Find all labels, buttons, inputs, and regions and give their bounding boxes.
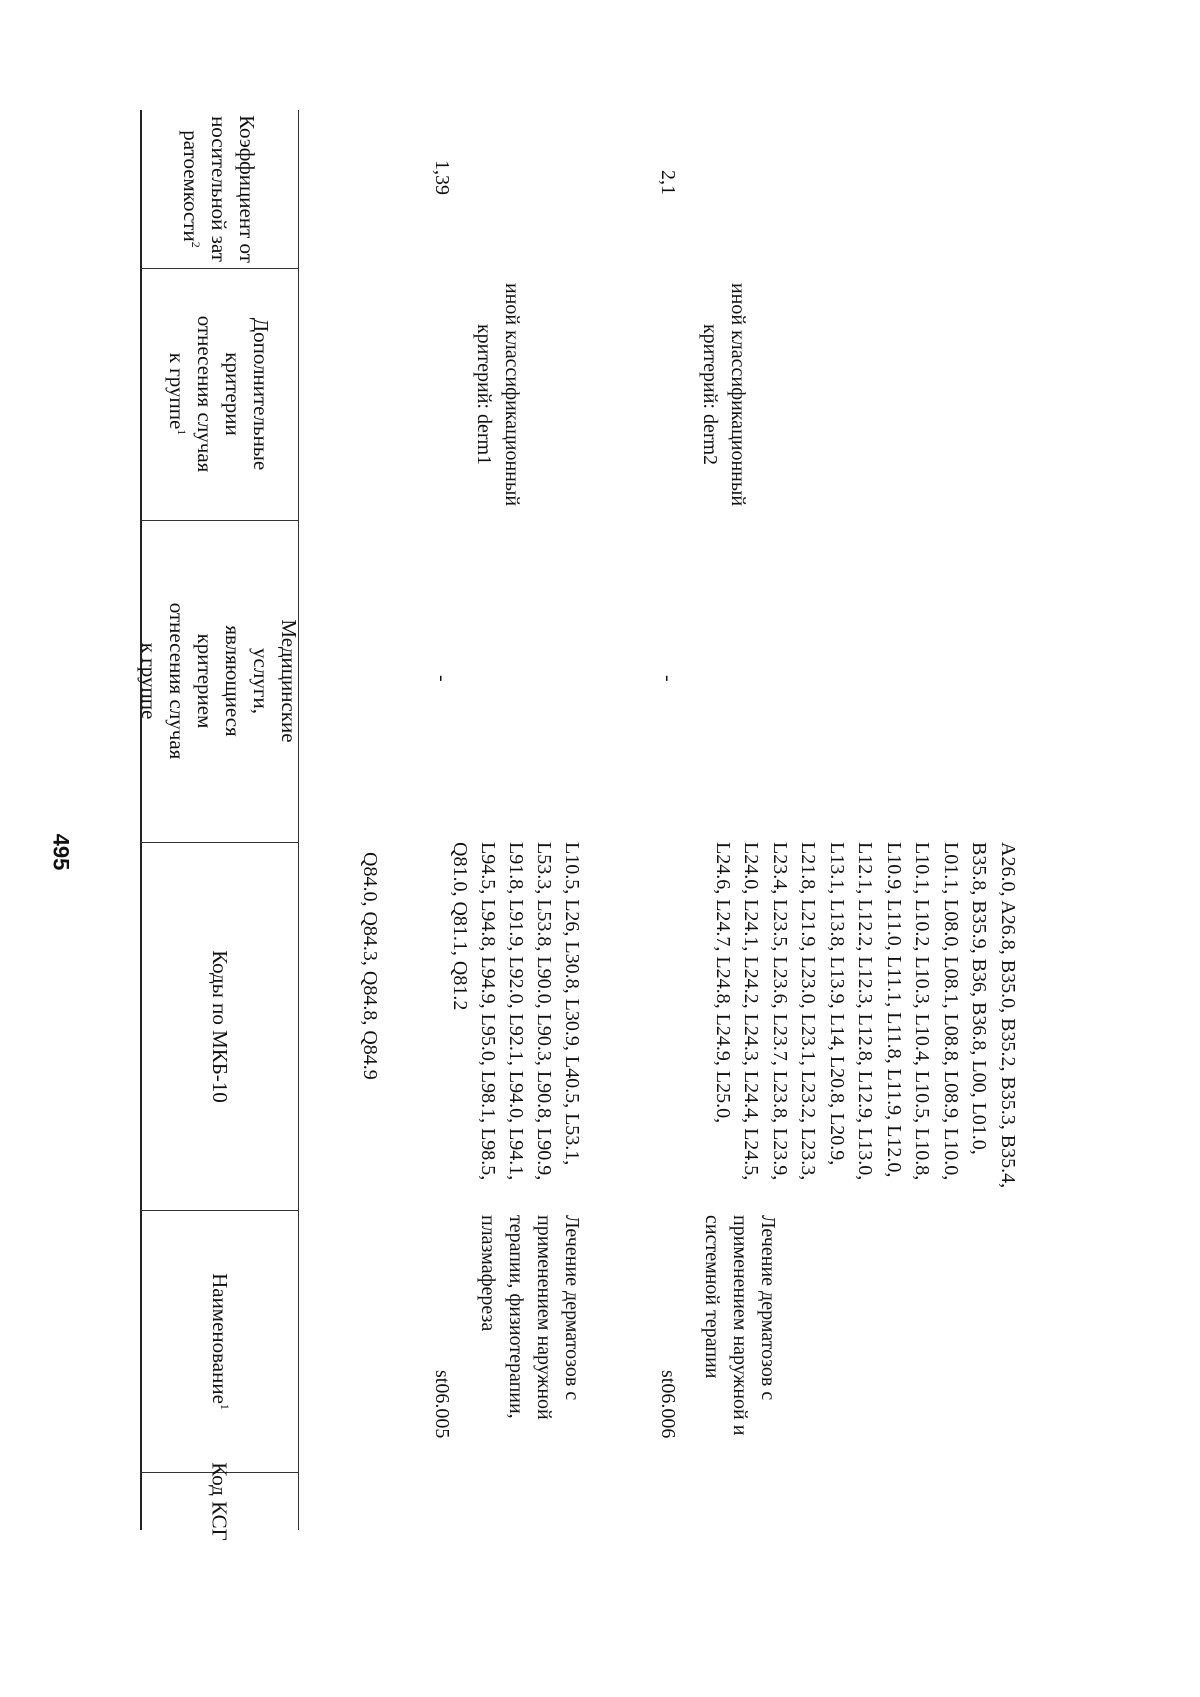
row1-criteria: иной классификационный критерий: derm1 <box>473 282 523 507</box>
table-header-rule-visible <box>298 110 299 1530</box>
row1-code: st06.005 <box>431 1370 453 1439</box>
header-name-text: Наименование <box>207 1272 232 1404</box>
page-number-visible: 495 <box>48 833 73 871</box>
row2-icd: A26.0, A26.8, B35.0, B35.2, B35.3, B35.4, B35.8, B35.9, B36, B36.8, L00, L01.0, L01.1, L08.0, L08.1, L08.8, L08.9, L10.0, L10.1, L10.2, L10.3, L10.4, L10.5, L10.8, L10.9, L11.0, L11.1, L11.8, L11.9, L12.0, L12.1, L12.2, L12.3, L12.8, L12.9, L13.0, L13.1, L13.8, L13.9, L14, L20.8, L20.9, L21.8, L21.9, L23.0, L23.1, L23.2, L23.3, L23.4, L23.5, L23.6, L23.7, L23.8, L23.9, L24.0, L24.1, L24.2, L24.3, L24.4, L24.5, L24.6, L24.7, L24.8, L24.9, L25.0, <box>712 842 1019 1189</box>
header-criteria <box>163 315 275 473</box>
row1-coef: 1,39 <box>431 160 453 195</box>
row1-name: Лечение дерматозов с применением наружной терапии, физиотерапии, плазмафереза <box>477 1215 583 1420</box>
row1-services: - <box>431 675 453 682</box>
header-services: Медицинские услуги, являющиеся критерием отнесения случая к группе <box>137 602 301 760</box>
row2-name: Лечение дерматозов с применением наружной и системной терапии <box>701 1215 779 1436</box>
prev-row-icd: Q84.0, Q84.3, Q84.8, Q84.9 <box>359 852 381 1080</box>
header-coef <box>177 114 261 264</box>
header-coef-sup: 2 <box>189 241 203 248</box>
header-name <box>207 1273 232 1410</box>
row2-services: - <box>657 675 679 682</box>
row2-criteria: иной классификационный критерий: derm2 <box>699 282 749 507</box>
header-code: Код КСГ <box>207 1461 232 1541</box>
header-coef-text: Коэффициент относительной затратоемкости <box>179 115 259 263</box>
row2-coef: 2,1 <box>657 170 679 195</box>
header-icd: Коды по МКБ-10 <box>207 949 232 1103</box>
header-criteria-sup: 1 <box>175 429 189 436</box>
header-name-sup: 1 <box>217 1403 232 1410</box>
row1-icd: L10.5, L26, L30.8, L30.9, L40.5, L53.1, L53.3, L53.8, L90.0, L90.3, L90.8, L90.9, L91.8, L91.9, L92.0, L92.1, L94.0, L94.1, L94.5, L94.8, L94.9, L95.0, L98.1, L98.5, Q81.0, Q81.1, Q81.2 <box>449 842 583 1181</box>
row2-code: st06.006 <box>657 1370 679 1439</box>
header-criteria-text: Дополнительные критерии отнесения случая к группе <box>165 315 273 473</box>
